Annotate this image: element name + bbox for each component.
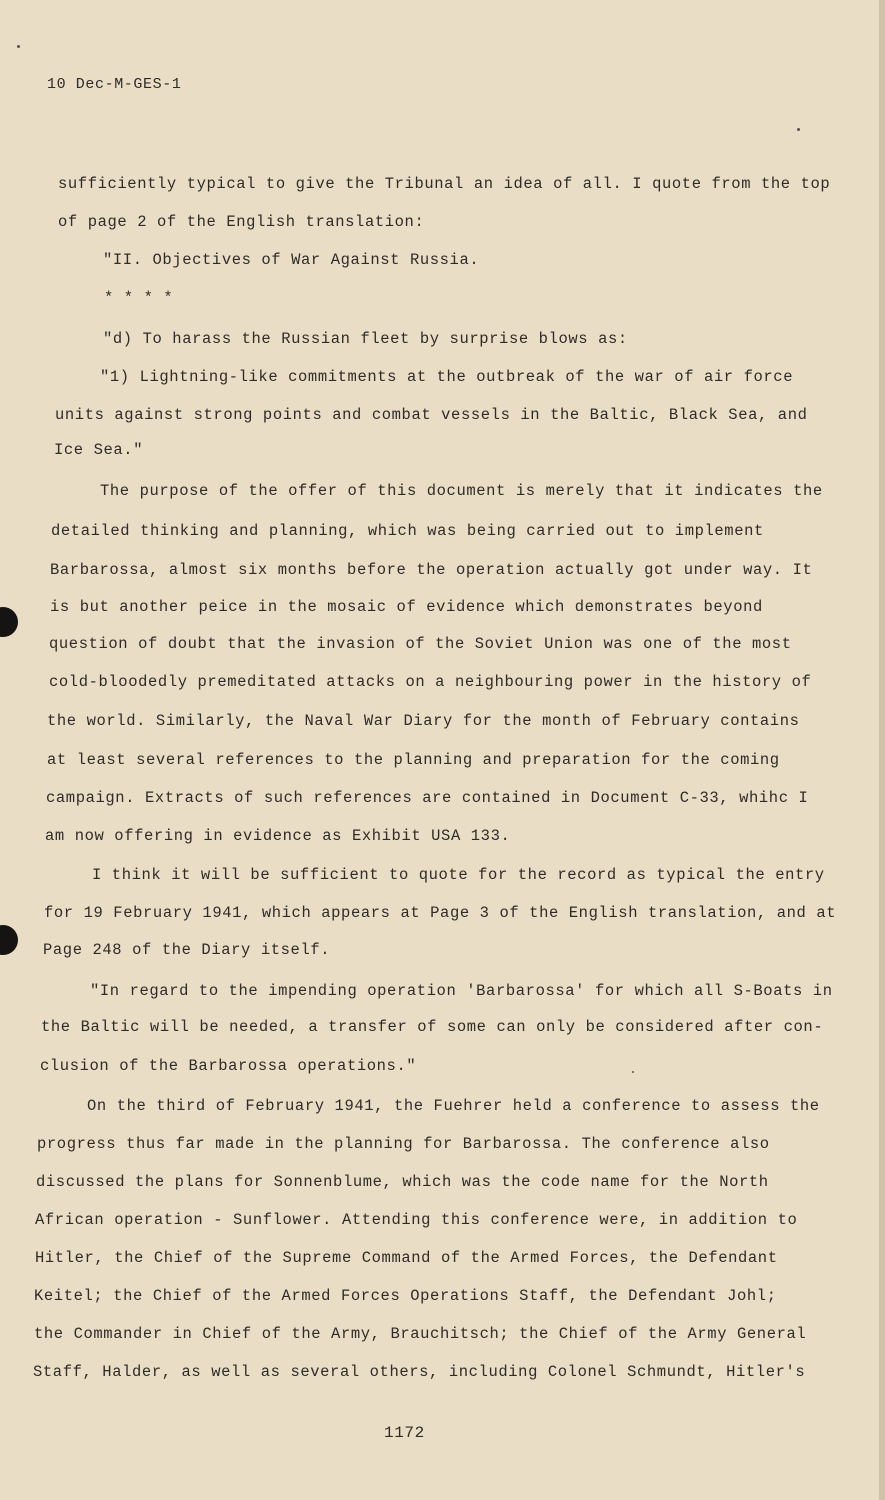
text-line: progress thus far made in the planning for Barbarossa. The conference also [37,1135,770,1153]
text-line: discussed the plans for Sonnenblume, which was the code name for the North [36,1173,769,1191]
text-line: "d) To harass the Russian fleet by surprise blows as: [103,330,628,348]
page-edge [879,0,885,1500]
text-line: cold-bloodedly premeditated attacks on a neighbouring power in the history of [49,673,812,691]
text-line: The purpose of the offer of this document is merely that it indicates the [100,482,823,500]
text-line: campaign. Extracts of such references are contained in Document C-33, whihc I [46,789,809,807]
text-line: units against strong points and combat vessels in the Baltic, Black Sea, and [55,406,808,424]
text-line: clusion of the Barbarossa operations." [40,1057,417,1075]
text-line: Ice Sea." [54,441,144,459]
text-line: I think it will be sufficient to quote for the record as typical the entry [92,866,825,884]
text-line: detailed thinking and planning, which was being carried out to implement [51,522,764,540]
text-line: for 19 February 1941, which appears at Page 3 of the English translation, and at [44,904,837,922]
text-line: "II. Objectives of War Against Russia. [103,251,480,269]
text-line: * * * * [104,289,174,307]
punch-hole [0,607,18,637]
text-line: am now offering in evidence as Exhibit USA 133. [45,827,511,845]
text-line: Hitler, the Chief of the Supreme Command of the Armed Forces, the Defendant [35,1249,778,1267]
header-code: 10 Dec-M-GES-1 [47,76,182,93]
text-line: of page 2 of the English translation: [58,213,425,231]
text-line: the Commander in Chief of the Army, Brauchitsch; the Chief of the Army General [34,1325,807,1343]
text-line: question of doubt that the invasion of the Soviet Union was one of the most [49,635,792,653]
text-line: the Baltic will be needed, a transfer of some can only be considered after con- [41,1018,824,1036]
paper-speck [797,128,800,131]
text-line: the world. Similarly, the Naval War Diary for the month of February contains [47,712,800,730]
text-line: Staff, Halder, as well as several others, including Colonel Schmundt, Hitler's [33,1363,806,1381]
paper-speck [632,1071,634,1073]
text-line: African operation - Sunflower. Attending this conference were, in addition to [35,1211,798,1229]
text-line: On the third of February 1941, the Fuehrer held a conference to assess the [87,1097,820,1115]
text-line: at least several references to the planning and preparation for the coming [47,751,780,769]
page-number: 1172 [384,1424,425,1442]
text-line: Page 248 of the Diary itself. [43,941,331,959]
text-line: sufficiently typical to give the Tribunal an idea of all. I quote from the top [58,175,831,193]
text-line: Barbarossa, almost six months before the operation actually got under way. It [50,561,813,579]
text-line: is but another peice in the mosaic of evidence which demonstrates beyond [50,598,763,616]
punch-hole [0,925,18,955]
text-line: "In regard to the impending operation 'Barbarossa' for which all S-Boats in [90,982,833,1000]
text-line: Keitel; the Chief of the Armed Forces Operations Staff, the Defendant Johl; [34,1287,777,1305]
text-line: "1) Lightning-like commitments at the outbreak of the war of air force [100,368,794,386]
paper-speck [17,45,20,48]
